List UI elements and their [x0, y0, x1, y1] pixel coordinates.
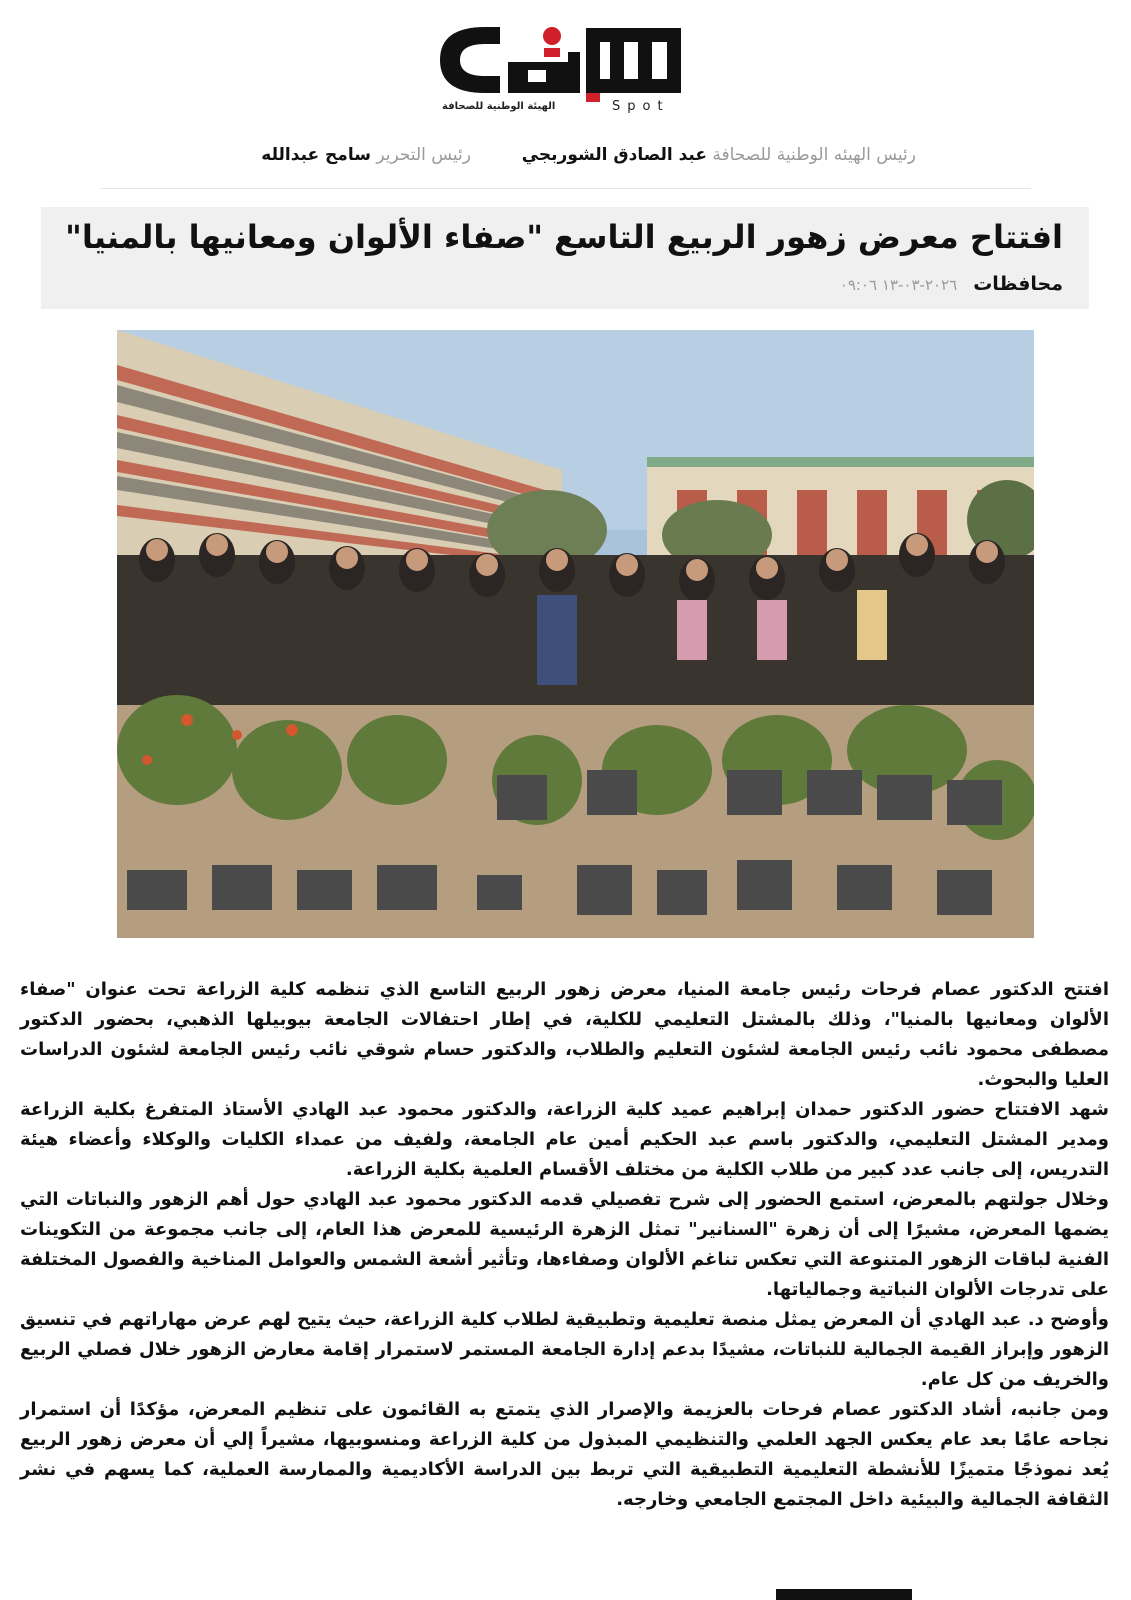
article-photo[interactable] — [117, 330, 1034, 938]
editor-role: رئيس التحرير — [376, 145, 471, 165]
logo-sub: Spot — [612, 99, 670, 114]
chairman-name: عبد الصادق الشوربجي — [521, 145, 707, 165]
header-divider — [100, 188, 1031, 189]
site-logo[interactable] — [440, 22, 685, 118]
article-category[interactable]: محافظات — [973, 273, 1063, 295]
article-header — [41, 207, 1089, 309]
article-datetime: ٢٠٢٦-٠٣-١٣ ٠٩:٠٦ — [839, 276, 958, 294]
article-paragraph-4: وأوضح د. عبد الهادي أن المعرض يمثل منصة تعليمية وتطبيقية لطلاب كلية الزراعة، حيث يتيح لهم عرض مهاراتهم في تنسيق الزهور وإبراز القيمة الجمالية للنباتات، مشيدًا بدعم إدارة الجامعة المستمر لاستمرار إقامة معارض الزهور خلال فصلي الربيع والخريف من كل عام. — [20, 1309, 1109, 1390]
article-meta — [840, 273, 1063, 295]
article-paragraph-2: شهد الافتتاح حضور الدكتور حمدان إبراهيم عميد كلية الزراعة، والدكتور محمود عبد الهادي الأستاذ المتفرغ بكلية الزراعة ومدير المشتل التعليمي، والدكتور باسم عبد الحكيم أمين عام الجامعة، ولفيف من عمداء الكليات والوكلاء وأعضاء هيئة التدريس، إلى جانب عدد كبير من طلاب الكلية من مختلف الأقسام العلمية بكلية الزراعة. — [20, 1099, 1109, 1180]
editor-credit — [261, 145, 471, 165]
article-title: افتتاح معرض زهور الربيع التاسع "صفاء الألوان ومعانيها بالمنيا" — [65, 218, 1063, 256]
logo-mark-icon — [440, 22, 685, 102]
chairman-role: رئيس الهيئه الوطنية للصحافة — [712, 145, 916, 165]
footer-bar — [776, 1589, 912, 1600]
logo-tagline: الهيئة الوطنية للصحافة — [442, 101, 556, 112]
editor-name: سامح عبدالله — [261, 145, 371, 165]
masthead — [0, 145, 1131, 175]
article-body — [20, 975, 1109, 1515]
article-paragraph-1: افتتح الدكتور عصام فرحات رئيس جامعة المنيا، معرض زهور الربيع التاسع الذي تنظمه كلية الزراعة تحت عنوان "صفاء الألوان ومعانيها بالمنيا"، وذلك بالمشتل التعليمي للكلية، في إطار احتفالات الجامعة بيوبيلها الذهبي، بحضور الدكتور مصطفى محمود نائب رئيس الجامعة لشئون التعليم والطلاب، والدكتور حسام شوقي نائب رئيس الجامعة لشئون الدراسات العليا والبحوث. — [20, 979, 1109, 1090]
group-photo-image — [117, 330, 1034, 938]
article-paragraph-5: ومن جانبه، أشاد الدكتور عصام فرحات بالعزيمة والإصرار الذي يتمتع به القائمون على تنظيم المعرض، مؤكدًا أن استمرار نجاحه عامًا بعد عام يعكس الجهد العلمي والتنظيمي المبذول من كلية الزراعة ومنسوبيها، مشيراً إلي أن معرض زهور الربيع يُعد نموذجًا متميزًا للأنشطة التعليمية التطبيقية التي تربط بين الدراسة الأكاديمية والممارسة العملية، كما يسهم في نشر الثقافة الجمالية والبيئية داخل المجتمع الجامعي وخارجه. — [20, 1399, 1109, 1510]
article-paragraph-3: وخلال جولتهم بالمعرض، استمع الحضور إلى شرح تفصيلي قدمه الدكتور محمود عبد الهادي حول أهم الزهور والنباتات التي يضمها المعرض، مشيرًا إلى أن زهرة "السنانير" تمثل الزهرة الرئيسية للمعرض هذا العام، إلى جانب مجموعة من التكوينات الفنية لباقات الزهور المتنوعة التي تعكس تناغم الألوان وصفاءها، وتأثير أشعة الشمس والعوامل المناخية والفصول المختلفة على تدرجات الألوان النباتية وجمالياتها. — [20, 1189, 1109, 1300]
chairman-credit — [522, 145, 916, 165]
